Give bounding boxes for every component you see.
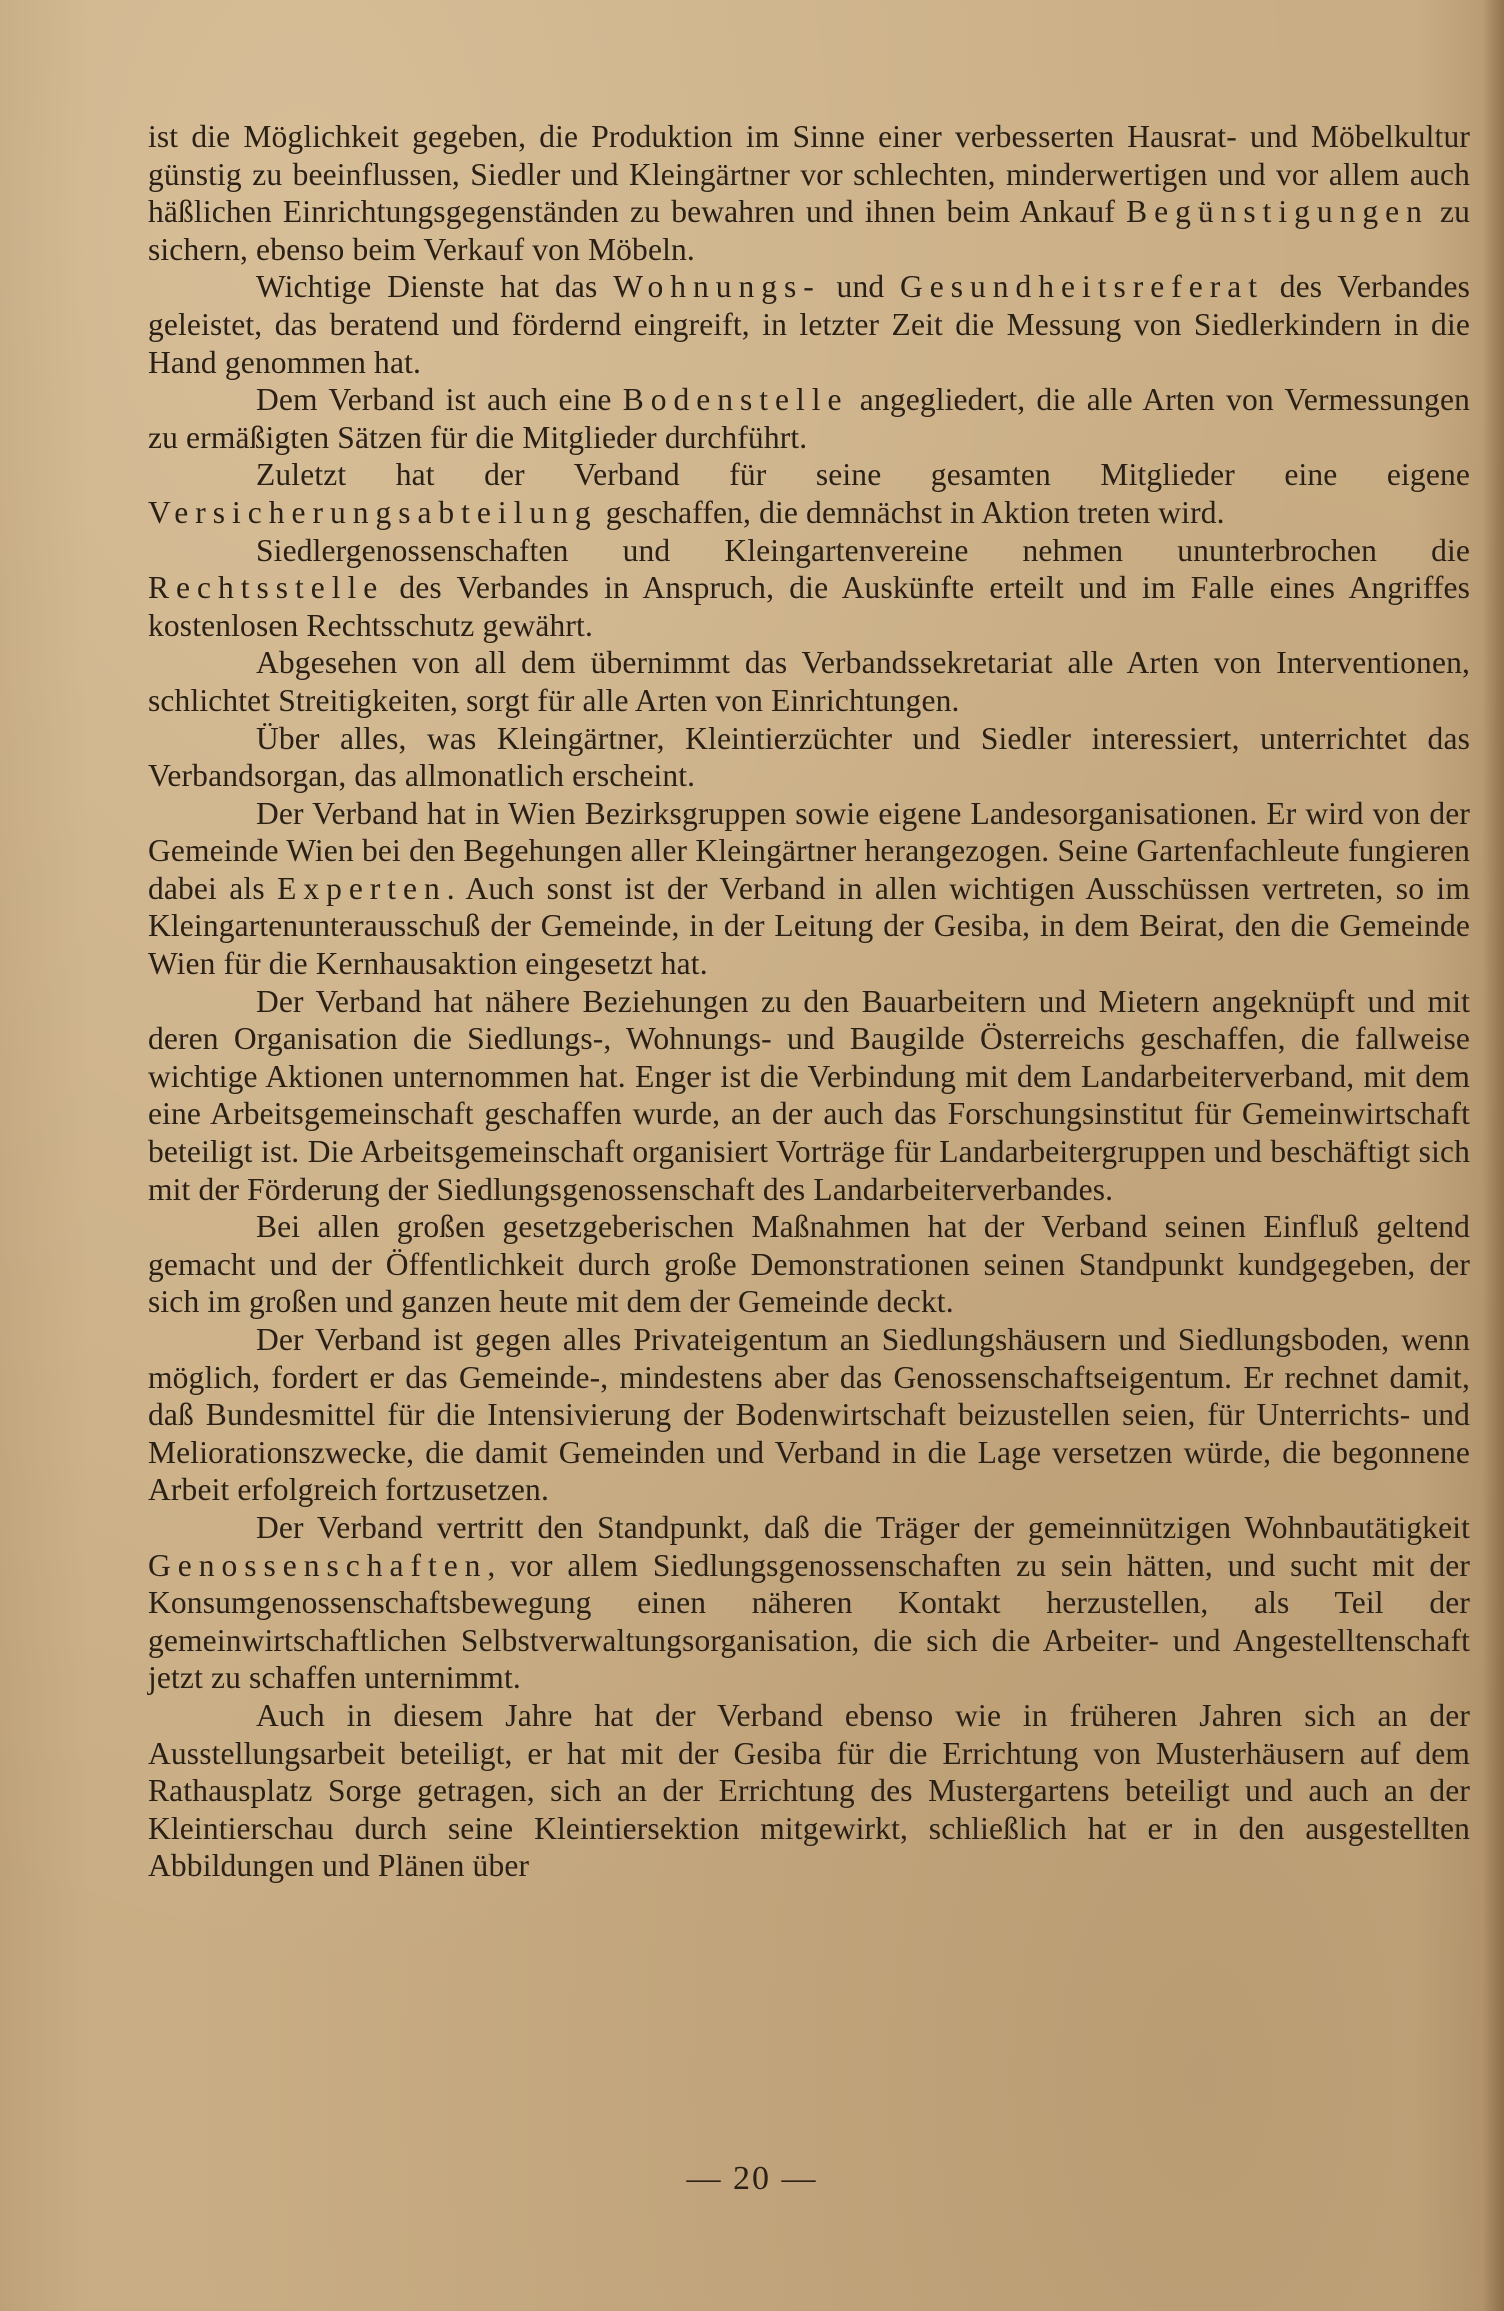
paragraph	[148, 456, 1470, 531]
paragraph	[148, 1509, 1470, 1697]
paragraph	[148, 381, 1470, 456]
paragraph	[148, 1697, 1470, 1885]
spaced-emphasis-text: Gesundheitsreferat	[900, 269, 1264, 305]
paragraph	[148, 983, 1470, 1209]
paragraph	[148, 118, 1470, 268]
spaced-emphasis-text: Bodenstelle	[622, 382, 849, 418]
spaced-emphasis-text: Begünstigungen	[1126, 194, 1429, 230]
paragraph-text: Der Verband hat in Wien Bezirksgruppen sowie eigene Landesorganisationen. Er wird von der Gemeinde Wien bei den Begehungen aller Kleingärtner herangezogen. Seine Gartenfachleute fungieren dabei als	[148, 795, 1470, 906]
spaced-emphasis-text: Experten	[277, 870, 447, 906]
paragraph-text: Der Verband hat nähere Beziehungen zu den Bauarbeitern und Mietern angeknüpft und mit deren Organisation die Siedlungs-, Wohnungs- und Baugilde Österreichs geschaffen, die fallweise wichtige Aktionen unternommen hat. Enger ist die Verbindung mit dem Landarbeiterverband, mit dem eine Arbeitsgemeinschaft geschaffen wurde, an der auch das Forschungsinstitut für Gemeinwirtschaft beteiligt ist. Die Arbeitsgemeinschaft organisiert Vorträge für Landarbeitergruppen und beschäftigt sich mit der Förderung der Siedlungsgenossenschaft des Landarbeiterverbandes.	[148, 983, 1470, 1207]
spaced-emphasis-text: Genossenschaften	[148, 1547, 488, 1583]
paragraph	[148, 532, 1470, 645]
paragraph-text: des Verbandes in Anspruch, die Auskünfte erteilt und im Falle eines Angriffes kostenlosen Rechtsschutz gewährt.	[148, 570, 1470, 643]
paragraph-text: angegliedert, die alle Arten von Vermessungen zu ermäßigten Sätzen für die Mitglieder durchführt.	[148, 382, 1470, 455]
spaced-emphasis-text: Versicherungsabteilung	[148, 494, 598, 530]
paragraph-text: Wichtige Dienste hat das	[256, 269, 614, 305]
paragraph-text: Der Verband vertritt den Standpunkt, daß die Träger der gemeinnützigen Wohnbautätigkeit	[256, 1509, 1470, 1545]
paragraph-text: zu sichern, ebenso beim Verkauf von Möbeln.	[148, 194, 1470, 267]
paragraph-text: Über alles, was Kleingärtner, Kleintierzüchter und Siedler interessiert, unterrichtet das Verbandsorgan, das allmonatlich erscheint.	[148, 720, 1470, 794]
paragraph-text: ist die Möglichkeit gegeben, die Produktion im Sinne einer verbesserten Hausrat- und Möbelkultur günstig zu beeinflussen, Siedler und Kleingärtner vor schlechten, minderwertigen und vor allem auch häßlichen Einrichtungsgegenständen zu bewahren und ihnen beim Ankauf	[148, 119, 1470, 230]
paragraph-text: und	[820, 269, 901, 305]
page-number: — 20 —	[686, 2160, 818, 2197]
spaced-emphasis-text: Wohnungs-	[613, 269, 821, 305]
paragraph	[148, 720, 1470, 795]
page-edge-shadow	[1482, 0, 1504, 2311]
paragraph-text: Abgesehen von all dem übernimmt das Verbandssekretariat alle Arten von Interventionen, schlichtet Streitigkeiten, sorgt für alle Arten von Einrichtungen.	[148, 645, 1470, 718]
page-body	[148, 118, 1470, 1885]
paragraph-text: , vor allem Siedlungsgenossenschaften zu sein hätten, und sucht mit der Konsumgenossenschaftsbewegung einen näheren Kontakt herzustellen, als Teil der gemeinwirtschaftlichen Selbstverwaltungsorganisation, die sich die Arbeiter- und Angestelltenschaft jetzt zu schaffen unternimmt.	[148, 1547, 1470, 1696]
paragraph	[148, 268, 1470, 381]
paragraph-text: Dem Verband ist auch eine	[256, 382, 623, 418]
paragraph-text: Der Verband ist gegen alles Privateigentum an Siedlungshäusern und Siedlungsboden, wenn möglich, fordert er das Gemeinde-, mindestens aber das Genossenschaftseigentum. Er rechnet damit, daß Bundesmittel für die Intensivierung der Bodenwirtschaft beizustellen seien, für Unterrichts- und Meliorationszwecke, die damit Gemeinden und Verband in die Lage versetzen würde, die begonnene Arbeit erfolgreich fortzusetzen.	[148, 1322, 1470, 1508]
paragraph-text: geschaffen, die demnächst in Aktion treten wird.	[597, 494, 1225, 530]
paragraph-text: Auch in diesem Jahre hat der Verband ebenso wie in früheren Jahren sich an der Ausstellungsarbeit beteiligt, er hat mit der Gesiba für die Errichtung von Musterhäusern auf dem Rathausplatz Sorge getragen, sich an der Errichtung des Mustergartens beteiligt und auch an der Kleintierschau durch seine Kleintiersektion mitgewirkt, schließlich hat er in den ausgestellten Abbildungen und Plänen über	[148, 1697, 1470, 1884]
paragraph	[148, 1208, 1470, 1321]
spaced-emphasis-text: Rechtsstelle	[148, 570, 385, 606]
paragraph	[148, 644, 1470, 719]
paragraph-text: Bei allen großen gesetzgeberischen Maßnahmen hat der Verband seinen Einfluß geltend gemacht und der Öffentlichkeit durch große Demonstrationen seinen Standpunkt kundgegeben, der sich im großen und ganzen heute mit dem der Gemeinde deckt.	[148, 1209, 1470, 1320]
paragraph-text: Zuletzt hat der Verband für seine gesamten Mitglieder eine eigene	[256, 457, 1470, 493]
paragraph	[148, 1321, 1470, 1509]
paragraph-text: Siedlergenossenschaften und Kleingartenvereine nehmen ununterbrochen die	[256, 532, 1470, 568]
paragraph	[148, 795, 1470, 983]
paragraph-text: . Auch sonst ist der Verband in allen wichtigen Ausschüssen vertreten, so im Kleingartenunterausschuß der Gemeinde, in der Leitung der Gesiba, in dem Beirat, den die Gemeinde Wien für die Kernhausaktion eingesetzt hat.	[148, 870, 1470, 982]
paragraph-text: des Verbandes geleistet, das beratend und fördernd eingreift, in letzter Zeit die Messung von Siedlerkindern in die Hand genommen hat.	[148, 269, 1470, 380]
